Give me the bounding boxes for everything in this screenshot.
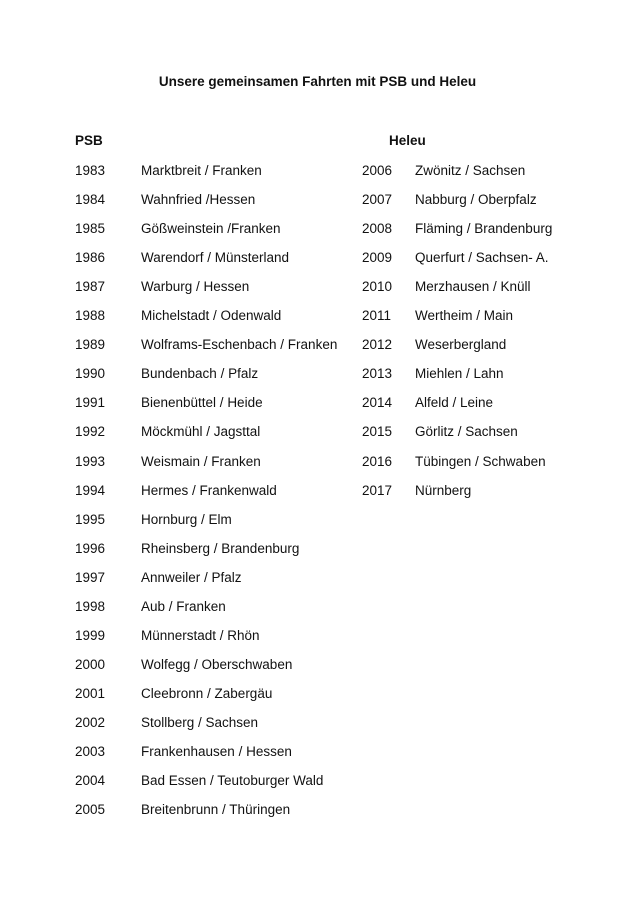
- heleu-column-heading: Heleu: [389, 133, 426, 148]
- psb-entry-place: Warendorf / Münsterland: [141, 250, 290, 266]
- psb-entry-place: Stollberg / Sachsen: [141, 714, 259, 730]
- psb-entry-year: 1993: [75, 453, 106, 469]
- heleu-entry-year: 2015: [362, 424, 393, 440]
- page-title: Unsere gemeinsamen Fahrten mit PSB und Heleu: [158, 74, 477, 89]
- heleu-entry-year: 2014: [362, 395, 393, 411]
- psb-entry-place: Bienenbüttel / Heide: [141, 395, 263, 411]
- psb-entry-place: Warburg / Hessen: [141, 279, 250, 295]
- psb-entry-place: Marktbreit / Franken: [141, 163, 262, 178]
- heleu-entry-year: 2017: [362, 482, 393, 498]
- psb-entry-year: 1984: [75, 192, 106, 208]
- psb-entry-year: 1994: [75, 482, 106, 498]
- psb-entry-place: Michelstadt / Odenwald: [141, 308, 282, 324]
- heleu-entry-place: Alfeld / Leine: [415, 395, 494, 411]
- psb-entry-year: 1988: [75, 308, 106, 324]
- heleu-entry-year: 2012: [362, 337, 393, 353]
- psb-entry-place: Breitenbrunn / Thüringen: [141, 802, 291, 818]
- heleu-entry-place: Querfurt / Sachsen- A.: [415, 250, 549, 266]
- psb-entry-place: Hornburg / Elm: [141, 511, 232, 527]
- heleu-entry-year: 2007: [362, 192, 393, 208]
- heleu-entry-year: 2016: [362, 453, 393, 469]
- psb-entry-year: 1987: [75, 279, 106, 295]
- psb-entry-year: 2005: [75, 802, 106, 818]
- psb-entry-place: Cleebronn / Zabergäu: [141, 685, 273, 701]
- psb-entry-place: Münnerstadt / Rhön: [141, 627, 260, 643]
- psb-entry-year: 2001: [75, 685, 106, 701]
- heleu-entry-place: Görlitz / Sachsen: [415, 424, 518, 440]
- heleu-entry-place: Weserbergland: [415, 337, 507, 353]
- psb-entry-year: 1995: [75, 511, 106, 527]
- psb-entry-year: 1986: [75, 250, 106, 266]
- heleu-entry-place: Nürnberg: [415, 482, 472, 498]
- heleu-entry-place: Wertheim / Main: [415, 308, 514, 324]
- psb-entry-year: 1992: [75, 424, 106, 440]
- psb-entry-place: Weismain / Franken: [141, 453, 261, 469]
- psb-entry-year: 1990: [75, 366, 106, 382]
- psb-entry-place: Aub / Franken: [141, 598, 226, 614]
- psb-entry-year: 1989: [75, 337, 106, 353]
- psb-entry-year: 1983: [75, 163, 106, 178]
- heleu-entry-place: Fläming / Brandenburg: [415, 221, 553, 237]
- heleu-entry-year: 2011: [362, 308, 392, 324]
- psb-entry-year: 2004: [75, 773, 106, 789]
- heleu-entry-place: Miehlen / Lahn: [415, 366, 504, 382]
- psb-entry-year: 1991: [75, 395, 106, 411]
- psb-entry-place: Rheinsberg / Brandenburg: [141, 540, 300, 556]
- psb-entry-place: Wahnfried /Hessen: [141, 192, 256, 208]
- heleu-entry-year: 2010: [362, 279, 393, 295]
- psb-entry-place: Annweiler / Pfalz: [141, 569, 242, 585]
- psb-entry-place: Gößweinstein /Franken: [141, 221, 281, 237]
- psb-entry-year: 1999: [75, 627, 106, 643]
- heleu-entry-place: Zwönitz / Sachsen: [415, 163, 526, 178]
- psb-entry-year: 2002: [75, 714, 106, 730]
- heleu-entry-place: Merzhausen / Knüll: [415, 279, 531, 295]
- psb-entry-place: Wolframs-Eschenbach / Franken: [141, 337, 338, 353]
- heleu-entry-year: 2006: [362, 163, 393, 178]
- heleu-entry-place: Tübingen / Schwaben: [415, 453, 546, 469]
- psb-entry-place: Möckmühl / Jagsttal: [141, 424, 261, 440]
- psb-entry-place: Bad Essen / Teutoburger Wald: [141, 773, 324, 789]
- psb-entry-place: Wolfegg / Oberschwaben: [141, 656, 293, 672]
- psb-entry-year: 2000: [75, 656, 106, 672]
- heleu-entry-year: 2008: [362, 221, 393, 237]
- psb-entry-place: Hermes / Frankenwald: [141, 482, 277, 498]
- psb-entry-year: 1998: [75, 598, 106, 614]
- heleu-entry-place: Nabburg / Oberpfalz: [415, 192, 537, 208]
- heleu-entry-year: 2013: [362, 366, 393, 382]
- heleu-entry-year: 2009: [362, 250, 393, 266]
- psb-entry-place: Frankenhausen / Hessen: [141, 744, 292, 759]
- psb-entry-year: 2003: [75, 744, 106, 759]
- psb-entry-year: 1985: [75, 221, 106, 237]
- psb-entry-place: Bundenbach / Pfalz: [141, 366, 259, 382]
- psb-entry-year: 1996: [75, 540, 106, 556]
- psb-column-heading: PSB: [75, 133, 103, 148]
- psb-entry-year: 1997: [75, 569, 106, 585]
